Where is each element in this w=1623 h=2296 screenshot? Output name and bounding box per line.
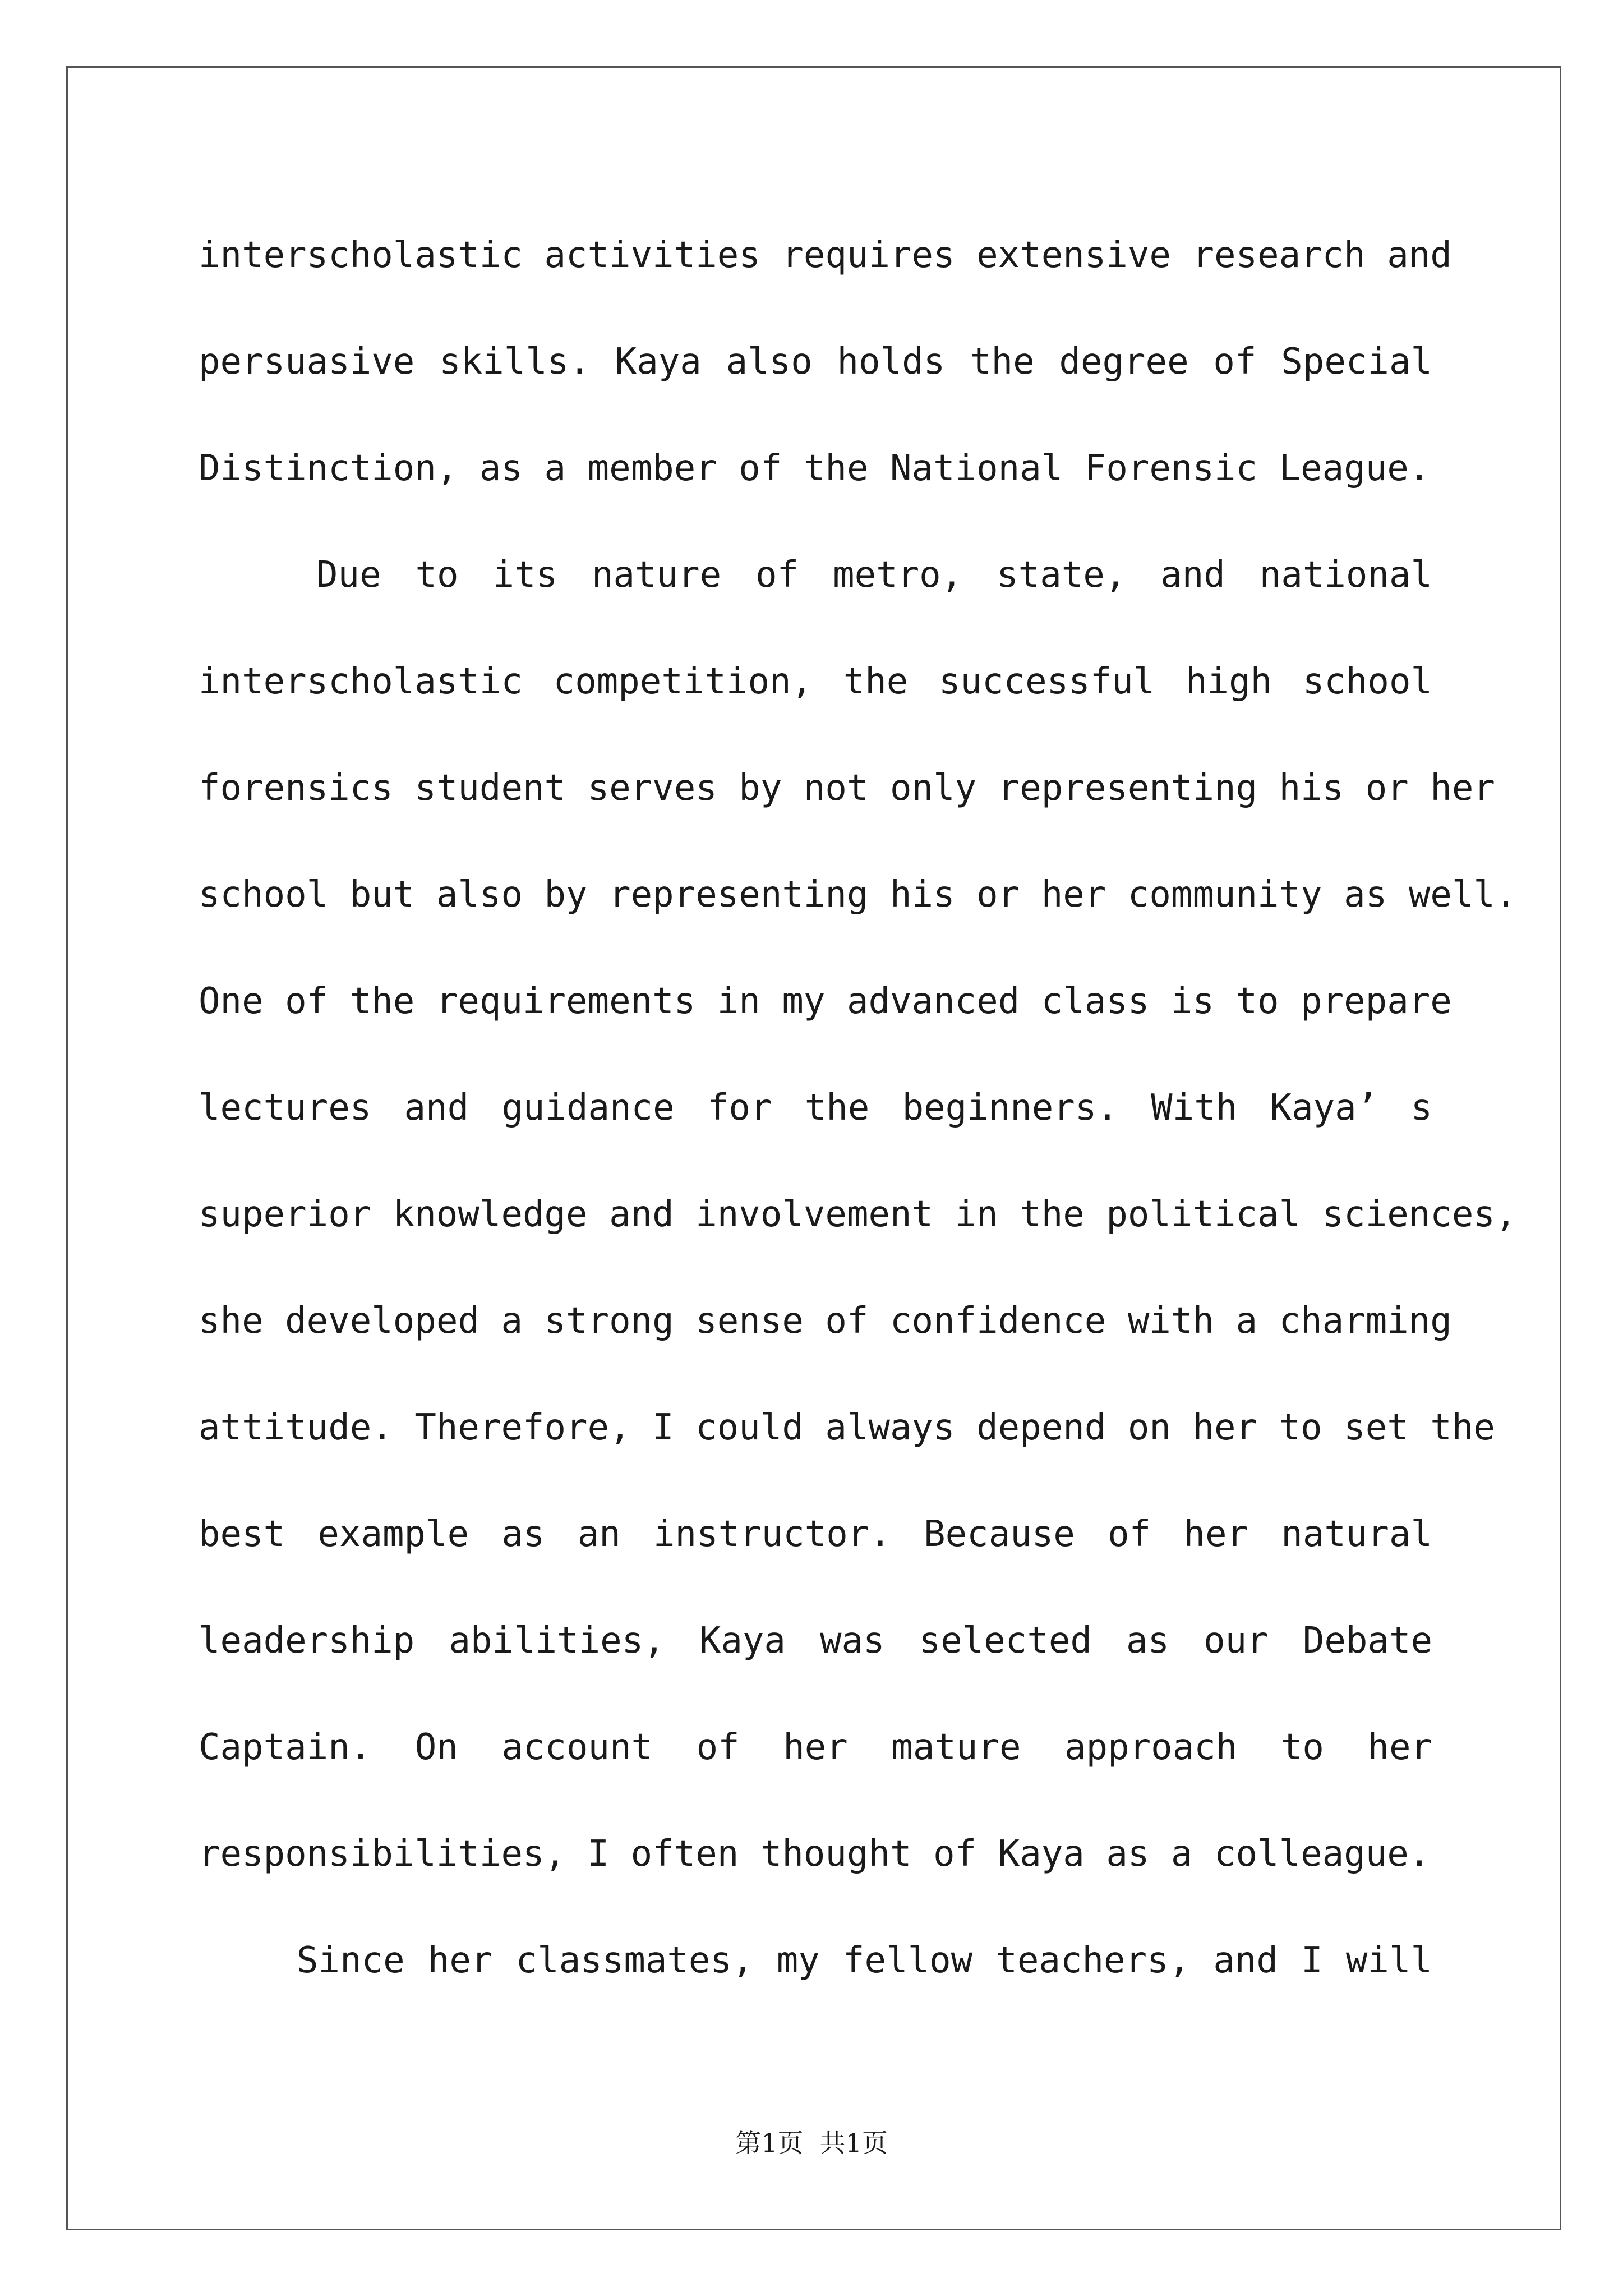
text-line: attitude. Therefore, I could always depend on her to set the [199, 1407, 1495, 1448]
text-line: superior knowledge and involvement in the political sciences, [199, 1194, 1517, 1235]
text-line: best example as an instructor. Because of her natural [199, 1513, 1432, 1555]
text-line: forensics student serves by not only representing his or her [199, 767, 1495, 809]
text-line: lectures and guidance for the beginners. With Kaya’ s [199, 1087, 1432, 1129]
text-line: Captain. On account of her mature approach to her [199, 1727, 1432, 1768]
text-line: she developed a strong sense of confidence with a charming [199, 1300, 1452, 1342]
text-line: interscholastic competition, the successful high school [199, 661, 1432, 702]
text-line: interscholastic activities requires extensive research and [199, 234, 1452, 276]
page-border [66, 66, 1561, 2230]
page-number-footer: 第1页 共1页 [735, 2128, 888, 2158]
text-line: persuasive skills. Kaya also holds the degree of Special [199, 341, 1432, 383]
text-line-paragraph-start: Since her classmates, my fellow teachers, and I will [297, 1940, 1432, 1981]
text-line: leadership abilities, Kaya was selected as our Debate [199, 1620, 1432, 1662]
text-line: responsibilities, I often thought of Kaya as a colleague. [199, 1833, 1431, 1875]
text-line: school but also by representing his or her community as well. [199, 874, 1517, 915]
text-line: Distinction, as a member of the National Forensic League. [199, 448, 1431, 489]
text-line-paragraph-start: Due to its nature of metro, state, and national [316, 554, 1432, 596]
text-line: One of the requirements in my advanced class is to prepare [199, 981, 1452, 1022]
